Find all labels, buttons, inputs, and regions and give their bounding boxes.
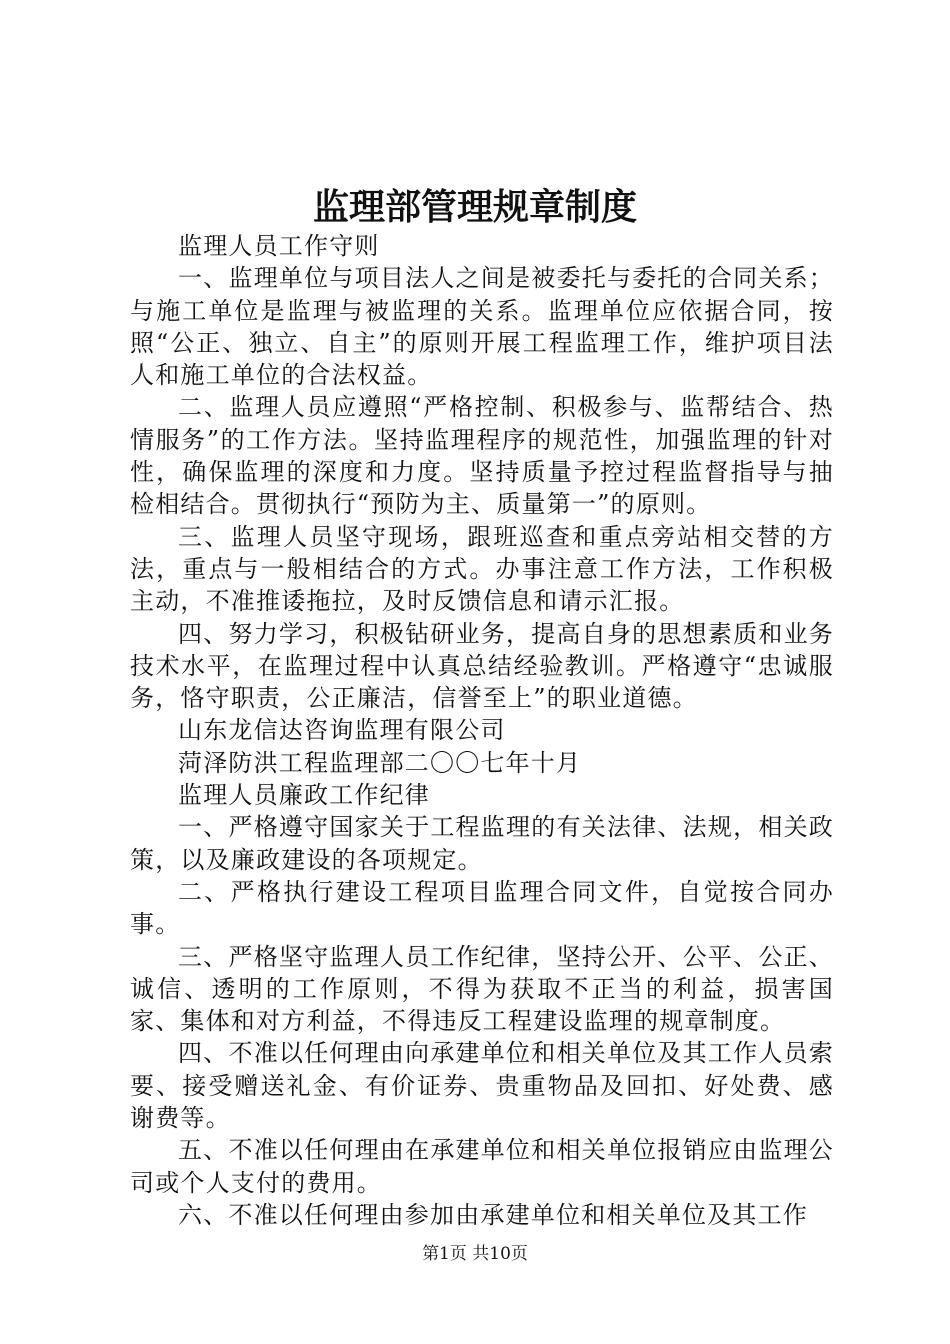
paragraph-rule-2: 二、监理人员应遵照“严格控制、积极参与、监帮结合、热情服务”的工作方法。坚持监理程序的规范性，加强监理的针对性，确保监理的深度和力度。坚持质量予控过程监督指导与抽检相结合。贯彻执行“预防为主、质量第一”的原则。	[130, 393, 834, 519]
page-title: 监理部管理规章制度	[312, 186, 637, 228]
paragraph-discipline-1: 一、严格遵守国家关于工程监理的有关法律、法规，相关政策，以及廉政建设的各项规定。	[130, 813, 834, 874]
paragraph-rule-1: 一、监理单位与项目法人之间是被委托与委托的合同关系；与施工单位是监理与被监理的关系。监理单位应依据合同，按照“公正、独立、自主”的原则开展工程监理工作，维护项目法人和施工单位的合法权益。	[130, 264, 834, 390]
paragraph-rule-4: 四、努力学习，积极钻研业务，提高自身的思想素质和业务技术水平，在监理过程中认真总结经验教训。严格遵守“忠诚服务，恪守职责，公正廉洁，信誉至上”的职业道德。	[130, 619, 834, 713]
paragraph-discipline-2: 二、严格执行建设工程项目监理合同文件，自觉按合同办事。	[130, 877, 834, 939]
document-body	[130, 230, 834, 1231]
paragraph-discipline-5: 五、不准以任何理由在承建单位和相关单位报销应由监理公司或个人支付的费用。	[130, 1136, 834, 1197]
page-number-footer: 第1页 共10页	[422, 1244, 528, 1264]
paragraph-rule-3: 三、监理人员坚守现场，跟班巡查和重点旁站相交替的方法，重点与一般相结合的方式。办事注意工作方法，工作积极主动，不准推诿拖拉，及时反馈信息和请示汇报。	[130, 522, 834, 616]
company-name: 山东龙信达咨询监理有限公司	[178, 716, 506, 745]
section-heading-integrity-discipline: 监理人员廉政工作纪律	[178, 781, 430, 810]
paragraph-discipline-3: 三、严格坚守监理人员工作纪律，坚持公开、公平、公正、诚信、透明的工作原则，不得为获取不正当的利益，损害国家、集体和对方利益，不得违反工程建设监理的规章制度。	[130, 942, 834, 1036]
section-heading-work-rules: 监理人员工作守则	[178, 232, 380, 260]
department-and-date: 菏泽防洪工程监理部二〇〇七年十月	[178, 748, 582, 777]
paragraph-discipline-4: 四、不准以任何理由向承建单位和相关单位及其工作人员索要、接受赠送礼金、有价证券、贵重物品及回扣、好处费、感谢费等。	[130, 1039, 834, 1133]
paragraph-discipline-6: 六、不准以任何理由参加由承建单位和相关单位及其工作	[178, 1200, 808, 1229]
